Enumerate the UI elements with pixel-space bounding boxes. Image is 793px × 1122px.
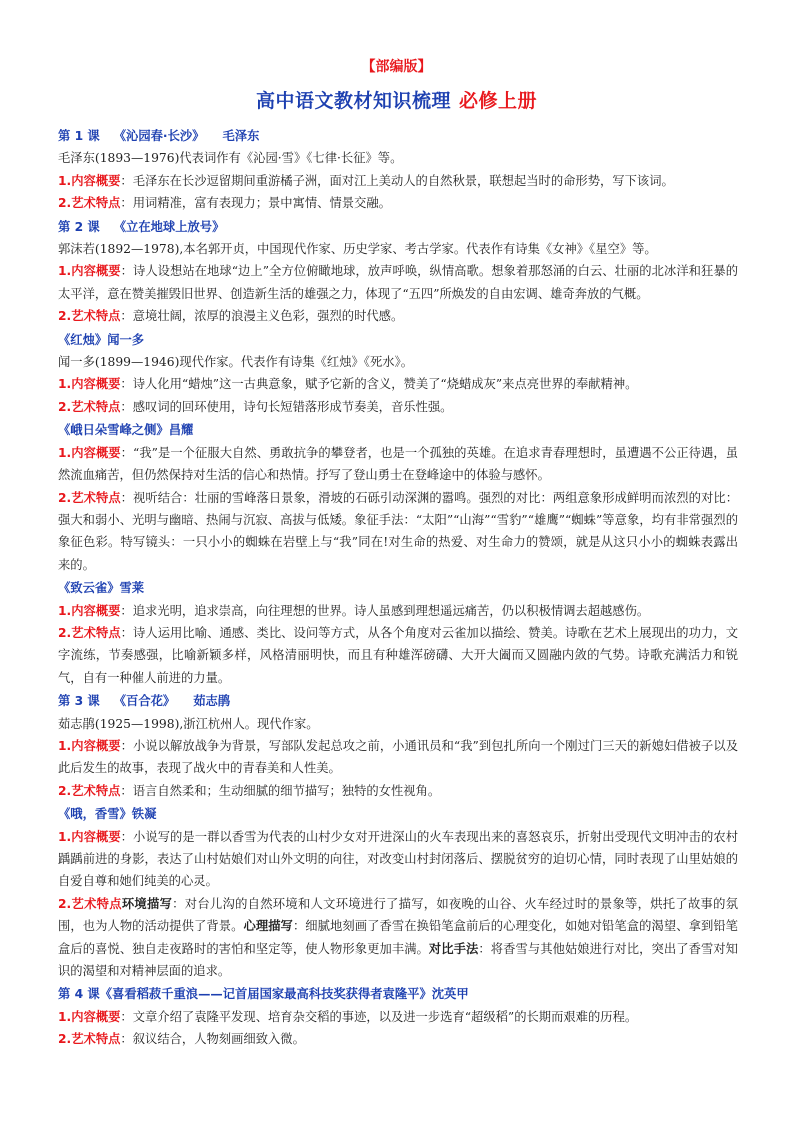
content-text: ：小说写的是一群以香雪为代表的山村少女对开进深山的火车表现出来的喜怒哀乐，折射出受现代文明冲击的农村踽踽前进的身影，表达了山村姑娘们对山外文明的向往，对改变山村封闭落后、摆脱贫穷的迫切心情，同时表现了山里姑娘的自爱自尊和她们纯美的心灵。 [58, 829, 738, 889]
lesson-3-heading [58, 690, 738, 712]
author-intro: 毛泽东(1893—1976)代表词作有《沁园·雪》《七律·长征》等。 [58, 151, 403, 166]
content-text: ：“我”是一个征服大自然、勇敢抗争的攀登者，也是一个孤独的英雄。在追求青春理想时，虽遭遇不公正待遇，虽然流血痛苦，但仍然保持对生活的信心和热情。抒写了登山勇士在登峰途中的体验与感怀。 [58, 445, 738, 483]
art-features [58, 192, 738, 214]
art-text: ：语言自然柔和；生动细腻的细节描写；独特的女性视角。 [120, 783, 441, 798]
lesson-number: 第 2 课 [58, 219, 100, 234]
keyword-contrast: 对比手法 [428, 941, 479, 956]
art-label: 2.艺术特点 [58, 490, 121, 505]
lesson-2-heading [58, 216, 738, 238]
content-text: ：小说以解放战争为背景，写部队发起总攻之前，小通讯员和“我”到包扎所向一个刚过门三天的新媳妇借被子以及此后发生的故事，表现了战火中的青春美和人性美。 [58, 738, 738, 776]
lesson-1-heading [58, 125, 738, 147]
art-text-psychology: ：细腻地刻画了香雪在换铅笔盒前后的心理变化，如她对铅笔盒的渴望、拿到铅笔盒后的喜悦、独自走夜路时的害怕和坚定等，使人物形象更加丰满。 [58, 919, 738, 956]
content-summary [58, 373, 738, 395]
content-label: 1.内容概要 [58, 603, 121, 618]
content-label: 1.内容概要 [58, 445, 121, 460]
art-text: ：叙议结合，人物刻画细致入微。 [120, 1032, 305, 1047]
art-features [58, 622, 738, 689]
content-text: ：毛泽东在长沙逗留期间重游橘子洲，面对江上美动人的自然秋景，联想起当时的命形势，写下该词。 [120, 173, 674, 188]
art-text: ：诗人运用比喻、通感、类比、设问等方式，从各个角度对云雀加以描绘、赞美。诗歌在艺术上展现出的功力，文字流练，节奏感强，比喻新颖多样，风格清丽明快，而且有种雄浑磅礴、大开大阖而又圆融内敛的气势。诗歌充满活力和锐气，自有一种催人前进的力量。 [58, 625, 738, 685]
art-features [58, 780, 738, 802]
art-label: 2.艺术特点 [58, 309, 121, 324]
art-features [58, 305, 738, 327]
content-summary [58, 170, 738, 192]
art-features [58, 893, 738, 983]
work-author: 茹志鹃 [193, 694, 231, 709]
content-summary [58, 442, 738, 487]
content-summary [58, 1006, 738, 1028]
art-features [58, 396, 738, 418]
title-sub: 必修上册 [459, 90, 538, 112]
content-label: 1.内容概要 [58, 1009, 121, 1024]
art-text-environment: ：对台儿沟的自然环境和人文环境进行了描写，如夜晚的山谷、火车经过时的景象等，烘托了故事的氛围，也为人物的活动提供了背景。 [58, 896, 738, 934]
work-author: 铁凝 [131, 807, 157, 822]
skylark-heading [58, 577, 738, 599]
art-text: ：感叹词的回环使用，诗句长短错落形成节奏美，音乐性强。 [120, 399, 453, 414]
work-author: 闻一多 [107, 332, 145, 347]
content-summary [58, 260, 738, 305]
work-title: 《喜看稻菽千重浪——记首届国家最高科技奖获得者袁隆平》 [99, 987, 432, 1002]
art-features [58, 487, 738, 577]
page-title [0, 86, 793, 113]
work-title: 《致云雀》 [58, 581, 120, 596]
work-author: 昌耀 [168, 423, 194, 438]
art-label: 2.艺术特点 [58, 1032, 121, 1047]
content-label: 1.内容概要 [58, 377, 121, 392]
keyword-environment: 环境描写 [121, 896, 173, 911]
work-title: 《立在地球上放号》 [113, 219, 225, 234]
document-body [58, 124, 738, 1051]
art-label: 2.艺术特点 [58, 783, 121, 798]
art-label: 2.艺术特点 [58, 399, 121, 414]
work-author: 雪莱 [119, 581, 145, 596]
content-label: 1.内容概要 [58, 173, 121, 188]
content-text: ：诗人设想站在地球“边上”全方位俯瞰地球，放声呼唤，纵情高歌。想象着那怒涌的白云、壮丽的北冰洋和狂暴的太平洋，意在赞美摧毁旧世界、创造新生活的雄强之力，体现了“五四”所焕发的自由宏调、雄奇奔放的气概。 [58, 264, 738, 301]
lesson-number: 第 3 课 [58, 694, 100, 709]
work-title: 《红烛》 [58, 332, 108, 347]
author-intro: 郭沫若(1892—1978),本名郭开贞，中国现代作家、历史学家、考古学家。代表作有诗集《女神》《星空》等。 [58, 242, 657, 257]
content-label: 1.内容概要 [58, 264, 121, 279]
lesson-number: 第 4 课 [58, 987, 100, 1002]
art-label: 2.艺术特点 [58, 896, 122, 911]
art-label: 2.艺术特点 [58, 625, 121, 640]
author-intro: 茹志鹃(1925—1998),浙江杭州人。现代作家。 [58, 716, 319, 731]
work-title: 《沁园春·长沙》 [113, 129, 205, 143]
work-author: 沈英甲 [431, 987, 469, 1002]
work-author: 毛泽东 [222, 129, 260, 143]
art-features [58, 1028, 738, 1050]
content-text: ：文章介绍了袁隆平发现、培育杂交稻的事迹，以及进一步选育“超级稻”的长期而艰难的历程。 [120, 1009, 638, 1024]
content-text: ：追求光明，追求崇高，向往理想的世界。诗人虽感到理想遥远痛苦，仍以积极情调去超越感伤。 [120, 603, 650, 618]
work-title: 《哦，香雪》 [58, 807, 132, 822]
edition-badge: 【部编版】 [361, 59, 432, 75]
art-text: ：视听结合：壮丽的雪峰落日景象，滑坡的石砾引动深渊的嚣鸣。强烈的对比：两组意象形成鲜明而浓烈的对比：强大和弱小、光明与幽暗、热闹与沉寂、高拔与低矮。象征手法：“太阳”“山海”“雪豹”“雄鹰”“蜘蛛”等意象，均有非常强烈的象征色彩。特写镜头：一只小小的蜘蛛在岩壁上与“我”同在!对生命的热爱、对生命力的赞颂，就是从这只小小的蜘蛛表露出来的。 [58, 490, 738, 572]
content-summary [58, 735, 738, 780]
content-label: 1.内容概要 [58, 829, 121, 844]
art-text: ：意境壮阔，浓厚的浪漫主义色彩，强烈的时代感。 [120, 309, 404, 324]
content-summary [58, 826, 738, 893]
work-title: 《百合花》 [113, 694, 176, 709]
snow-peak-heading [58, 419, 738, 441]
art-label: 2.艺术特点 [58, 196, 121, 211]
author-intro: 闻一多(1899—1946)现代作家。代表作有诗集《红烛》《死水》。 [58, 355, 414, 370]
lesson-number: 第 1 课 [58, 129, 100, 143]
xiangxue-heading [58, 803, 738, 825]
work-title: 《峨日朵雪峰之侧》 [58, 423, 169, 438]
lesson-4-heading [58, 983, 738, 1005]
keyword-psychology: 心理描写 [243, 919, 293, 934]
art-text-contrast: ：将香雪与其他姑娘进行对比，突出了香雪对知识的渴望和对精神层面的追求。 [58, 941, 738, 979]
red-candle-heading [58, 329, 738, 351]
art-text: ：用词精准，富有表现力；景中寓情、情景交融。 [120, 196, 391, 211]
content-summary [58, 600, 738, 622]
content-text: ：诗人化用“蜡烛”这一古典意象，赋予它新的含义，赞美了“烧蜡成灰”来点亮世界的奉献精神。 [120, 377, 638, 392]
title-main: 高中语文教材知识梳理 [255, 90, 451, 112]
content-label: 1.内容概要 [58, 738, 121, 753]
